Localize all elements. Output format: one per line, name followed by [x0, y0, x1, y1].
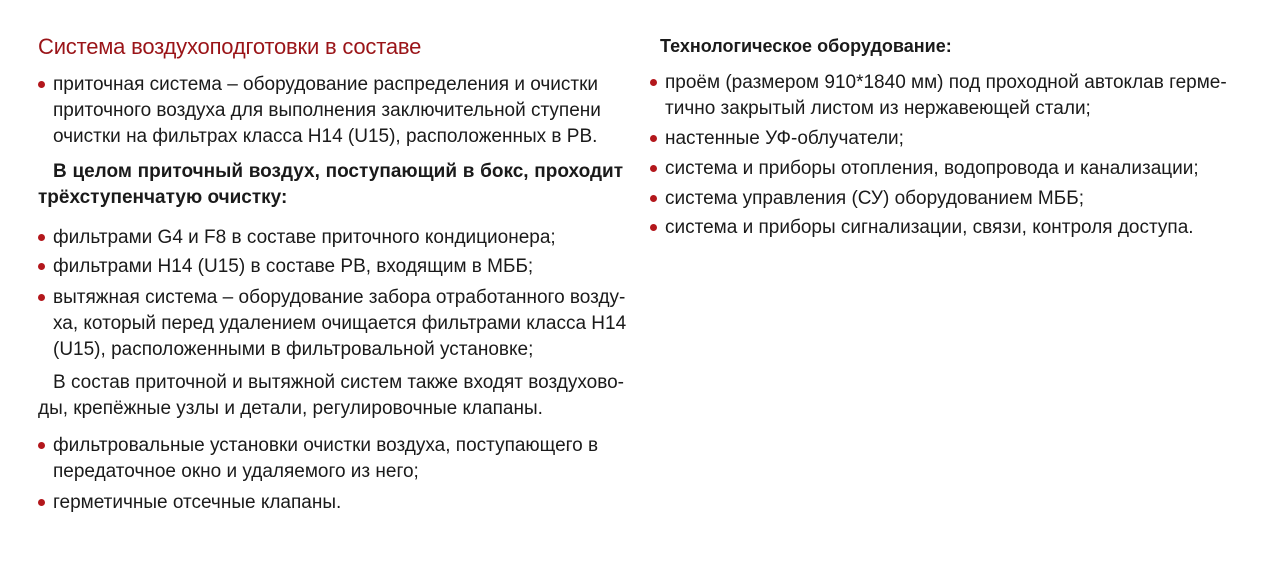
line: трёхступенчатую очистку: [38, 187, 288, 208]
line: В состав приточной и вытяжной систем также входят воздухово- [53, 372, 624, 393]
section-title: Технологическое оборудование: [660, 36, 952, 56]
summary-paragraph [38, 159, 623, 211]
bullet-icon [38, 442, 45, 449]
note-paragraph [38, 370, 624, 422]
line: тично закрытый листом из нержавеющей стали; [665, 98, 1091, 119]
line: система управления (СУ) оборудованием МББ; [665, 188, 1084, 209]
line: фильтровальные установки очистки воздуха, поступающего в [53, 435, 599, 456]
line: фильтрами G4 и F8 в составе приточного кондиционера; [53, 227, 556, 248]
bullet-icon [38, 499, 45, 506]
line: система и приборы отопления, водопровода и канализации; [665, 158, 1199, 179]
line: приточная система – оборудование распределения и очистки [53, 74, 599, 95]
bullet-icon [650, 224, 657, 231]
bullet-icon [650, 195, 657, 202]
line: ды, крепёжные узлы и детали, регулировочные клапаны. [38, 398, 543, 419]
line: настенные УФ-облучатели; [665, 128, 904, 149]
bullet-icon [650, 165, 657, 172]
line: ха, который перед удалением очищается фильтрами класса Н14 [53, 313, 627, 334]
bullet-icon [38, 234, 45, 241]
line: В целом приточный воздух, поступающий в бокс, проходит [53, 161, 623, 182]
line: приточного воздуха для выполнения заключительной ступени [53, 100, 601, 121]
line: (U15), расположенными в фильтровальной установке; [53, 339, 534, 360]
line: герметичные отсечные клапаны. [53, 492, 342, 513]
line: фильтрами Н14 (U15) в составе РВ, входящим в МББ; [53, 256, 534, 277]
bullet-icon [38, 294, 45, 301]
bullet-icon [38, 81, 45, 88]
bullet-icon [38, 263, 45, 270]
bullet-icon [650, 135, 657, 142]
line: очистки на фильтрах класса Н14 (U15), расположенных в РВ. [53, 126, 598, 147]
line: передаточное окно и удаляемого из него; [53, 461, 419, 482]
line: проём (размером 910*1840 мм) под проходной автоклав герме- [665, 72, 1227, 93]
section-title: Система воздухоподготовки в составе [38, 34, 422, 59]
line: система и приборы сигнализации, связи, контроля доступа. [665, 217, 1194, 238]
bullet-icon [650, 79, 657, 86]
line: вытяжная система – оборудование забора отработанного возду- [53, 287, 626, 308]
